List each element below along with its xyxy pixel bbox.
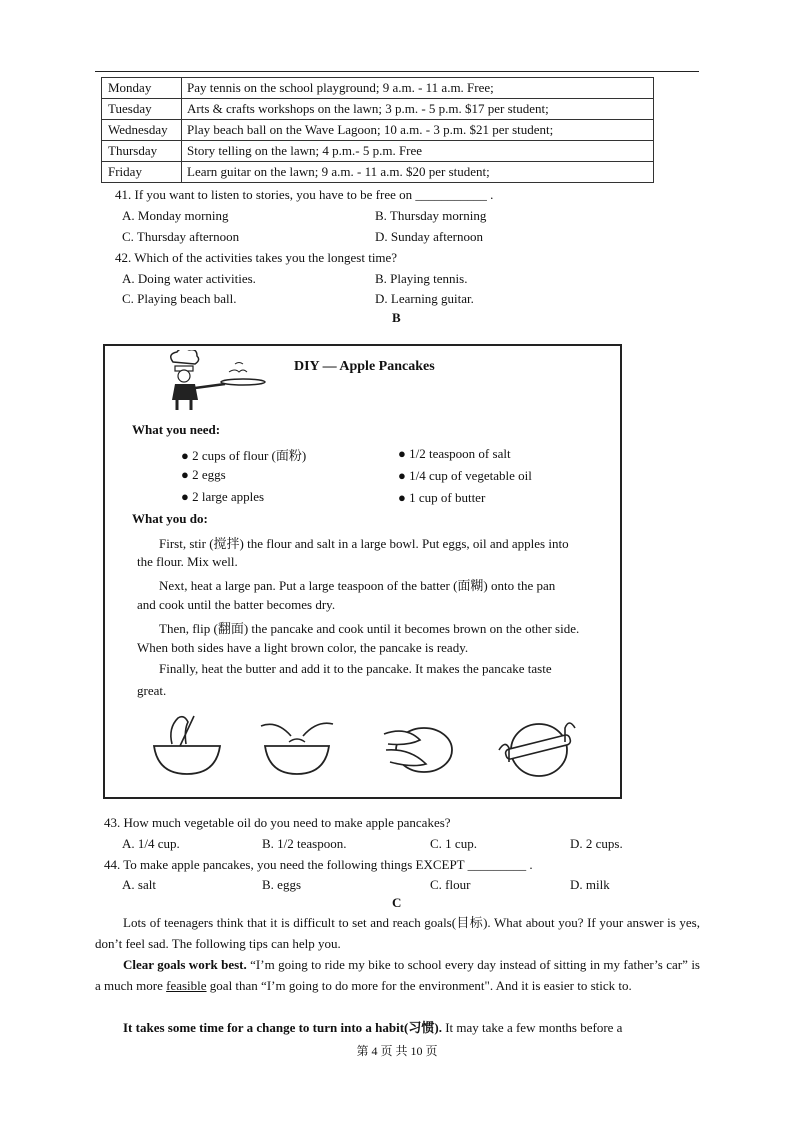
tip-heading: Clear goals work best. [123, 957, 247, 972]
table-cell-day: Tuesday [102, 99, 182, 120]
question-44-option-d[interactable]: D. milk [570, 877, 610, 892]
question-42-stem: 42. Which of the activities takes you the longest time? [115, 250, 398, 265]
ingredient-item: ● 2 cups of flour (面粉) [181, 448, 307, 463]
recipe-box [103, 344, 622, 799]
passage-paragraph-2 [95, 954, 700, 996]
table-cell-day: Wednesday [102, 120, 182, 141]
question-43-option-c[interactable]: C. 1 cup. [430, 836, 477, 851]
ingredient-label: 1/2 teaspoon of salt [409, 446, 511, 461]
recipe-title: DIY — Apple Pancakes [294, 359, 435, 374]
table-row [102, 162, 654, 183]
step-line: Finally, heat the butter and add it to the pancake. It makes the pancake taste [159, 661, 552, 676]
table-cell-activity: Play beach ball on the Wave Lagoon; 10 a.m. - 3 p.m. $21 per student; [182, 120, 654, 141]
ingredient-item: ● 1 cup of butter [398, 490, 486, 505]
section-c-heading: C [392, 895, 402, 910]
question-42-option-a[interactable]: A. Doing water activities. [122, 271, 256, 286]
ingredient-label: 2 eggs [192, 467, 226, 482]
roll-dough-icon [495, 708, 579, 780]
table-row [102, 78, 654, 99]
question-41-stem: 41. If you want to listen to stories, you have to be free on ___________ . [115, 187, 494, 202]
stir-bowl-icon [150, 712, 224, 778]
question-41-option-a[interactable]: A. Monday morning [122, 208, 229, 223]
page-number-footer: 第 4 页 共 10 页 [356, 1044, 438, 1058]
question-43-option-a[interactable]: A. 1/4 cup. [122, 836, 180, 851]
question-42-option-d[interactable]: D. Learning guitar. [375, 291, 474, 306]
question-41-option-d[interactable]: D. Sunday afternoon [375, 229, 483, 244]
step-line: and cook until the batter becomes dry. [137, 597, 336, 612]
passage-paragraph-1: Lots of teenagers think that it is difficult to set and reach goals(目标). What about you? If your answer is yes, don’t feel sad. The following tips can help you. [95, 915, 700, 951]
ingredient-label: 2 large apples [192, 489, 265, 504]
ingredient-label: 1 cup of butter [409, 490, 486, 505]
activity-schedule-table [101, 77, 654, 183]
ingredient-item: ● 2 eggs [181, 467, 226, 482]
table-cell-day: Monday [102, 78, 182, 99]
table-cell-activity: Pay tennis on the school playground; 9 a.m. - 11 a.m. Free; [182, 78, 654, 99]
table-cell-activity: Learn guitar on the lawn; 9 a.m. - 11 a.m. $20 per student; [182, 162, 654, 183]
section-b-heading: B [392, 310, 401, 325]
ingredient-label: 1/4 cup of vegetable oil [409, 468, 532, 483]
underlined-word: feasible [166, 978, 207, 993]
question-43-option-d[interactable]: D. 2 cups. [570, 836, 623, 851]
paragraph-text: It may take a few months before a [441, 1020, 623, 1035]
question-43-stem: 43. How much vegetable oil do you need to make apple pancakes? [104, 815, 451, 830]
passage-paragraph-3 [95, 1017, 700, 1038]
ingredient-item: ● 1/2 teaspoon of salt [398, 446, 511, 461]
mix-bowl-icon [257, 712, 337, 778]
ingredient-label: 2 cups of flour (面粉) [192, 448, 307, 463]
tip-heading: It takes some time for a change to turn into a habit(习惯). [123, 1020, 442, 1035]
question-44-option-a[interactable]: A. salt [122, 877, 156, 892]
question-44-option-b[interactable]: B. eggs [262, 877, 301, 892]
table-cell-activity: Arts & crafts workshops on the lawn; 3 p.m. - 5 p.m. $17 per student; [182, 99, 654, 120]
question-42-option-c[interactable]: C. Playing beach ball. [122, 291, 237, 306]
flip-pancake-icon [380, 712, 460, 778]
question-42-option-b[interactable]: B. Playing tennis. [375, 271, 468, 286]
step-line: great. [137, 683, 167, 698]
ingredient-item: ● 2 large apples [181, 489, 265, 504]
table-row [102, 99, 654, 120]
table-cell-activity: Story telling on the lawn; 4 p.m.- 5 p.m. Free [182, 141, 654, 162]
question-44-stem: 44. To make apple pancakes, you need the following things EXCEPT _________ . [104, 857, 533, 872]
ingredient-item: ● 1/4 cup of vegetable oil [398, 468, 532, 483]
table-row [102, 141, 654, 162]
step-line: When both sides have a light brown color, the pancake is ready. [137, 640, 469, 655]
step-line: Next, heat a large pan. Put a large teaspoon of the batter (面糊) onto the pan [159, 578, 556, 593]
header-rule [95, 71, 699, 72]
question-41-option-c[interactable]: C. Thursday afternoon [122, 229, 240, 244]
steps-heading: What you do: [132, 511, 208, 526]
step-line: Then, flip (翻面) the pancake and cook until it becomes brown on the other side. [159, 621, 580, 636]
table-cell-day: Friday [102, 162, 182, 183]
question-43-option-b[interactable]: B. 1/2 teaspoon. [262, 836, 347, 851]
ingredients-heading: What you need: [132, 422, 221, 437]
table-row [102, 120, 654, 141]
table-cell-day: Thursday [102, 141, 182, 162]
question-44-option-c[interactable]: C. flour [430, 877, 471, 892]
chef-illustration-icon [163, 350, 273, 412]
paragraph-text: goal than “I’m going to do more for the environment". And it is easier to stick to. [206, 978, 632, 993]
step-line: First, stir (搅拌) the flour and salt in a large bowl. Put eggs, oil and apples into [159, 536, 569, 551]
question-41-option-b[interactable]: B. Thursday morning [375, 208, 487, 223]
step-line: the flour. Mix well. [137, 554, 238, 569]
paragraph-text: “I’m going to ride my bike to school every day instead of sitting in my father’s car” is a much more [95, 957, 700, 993]
